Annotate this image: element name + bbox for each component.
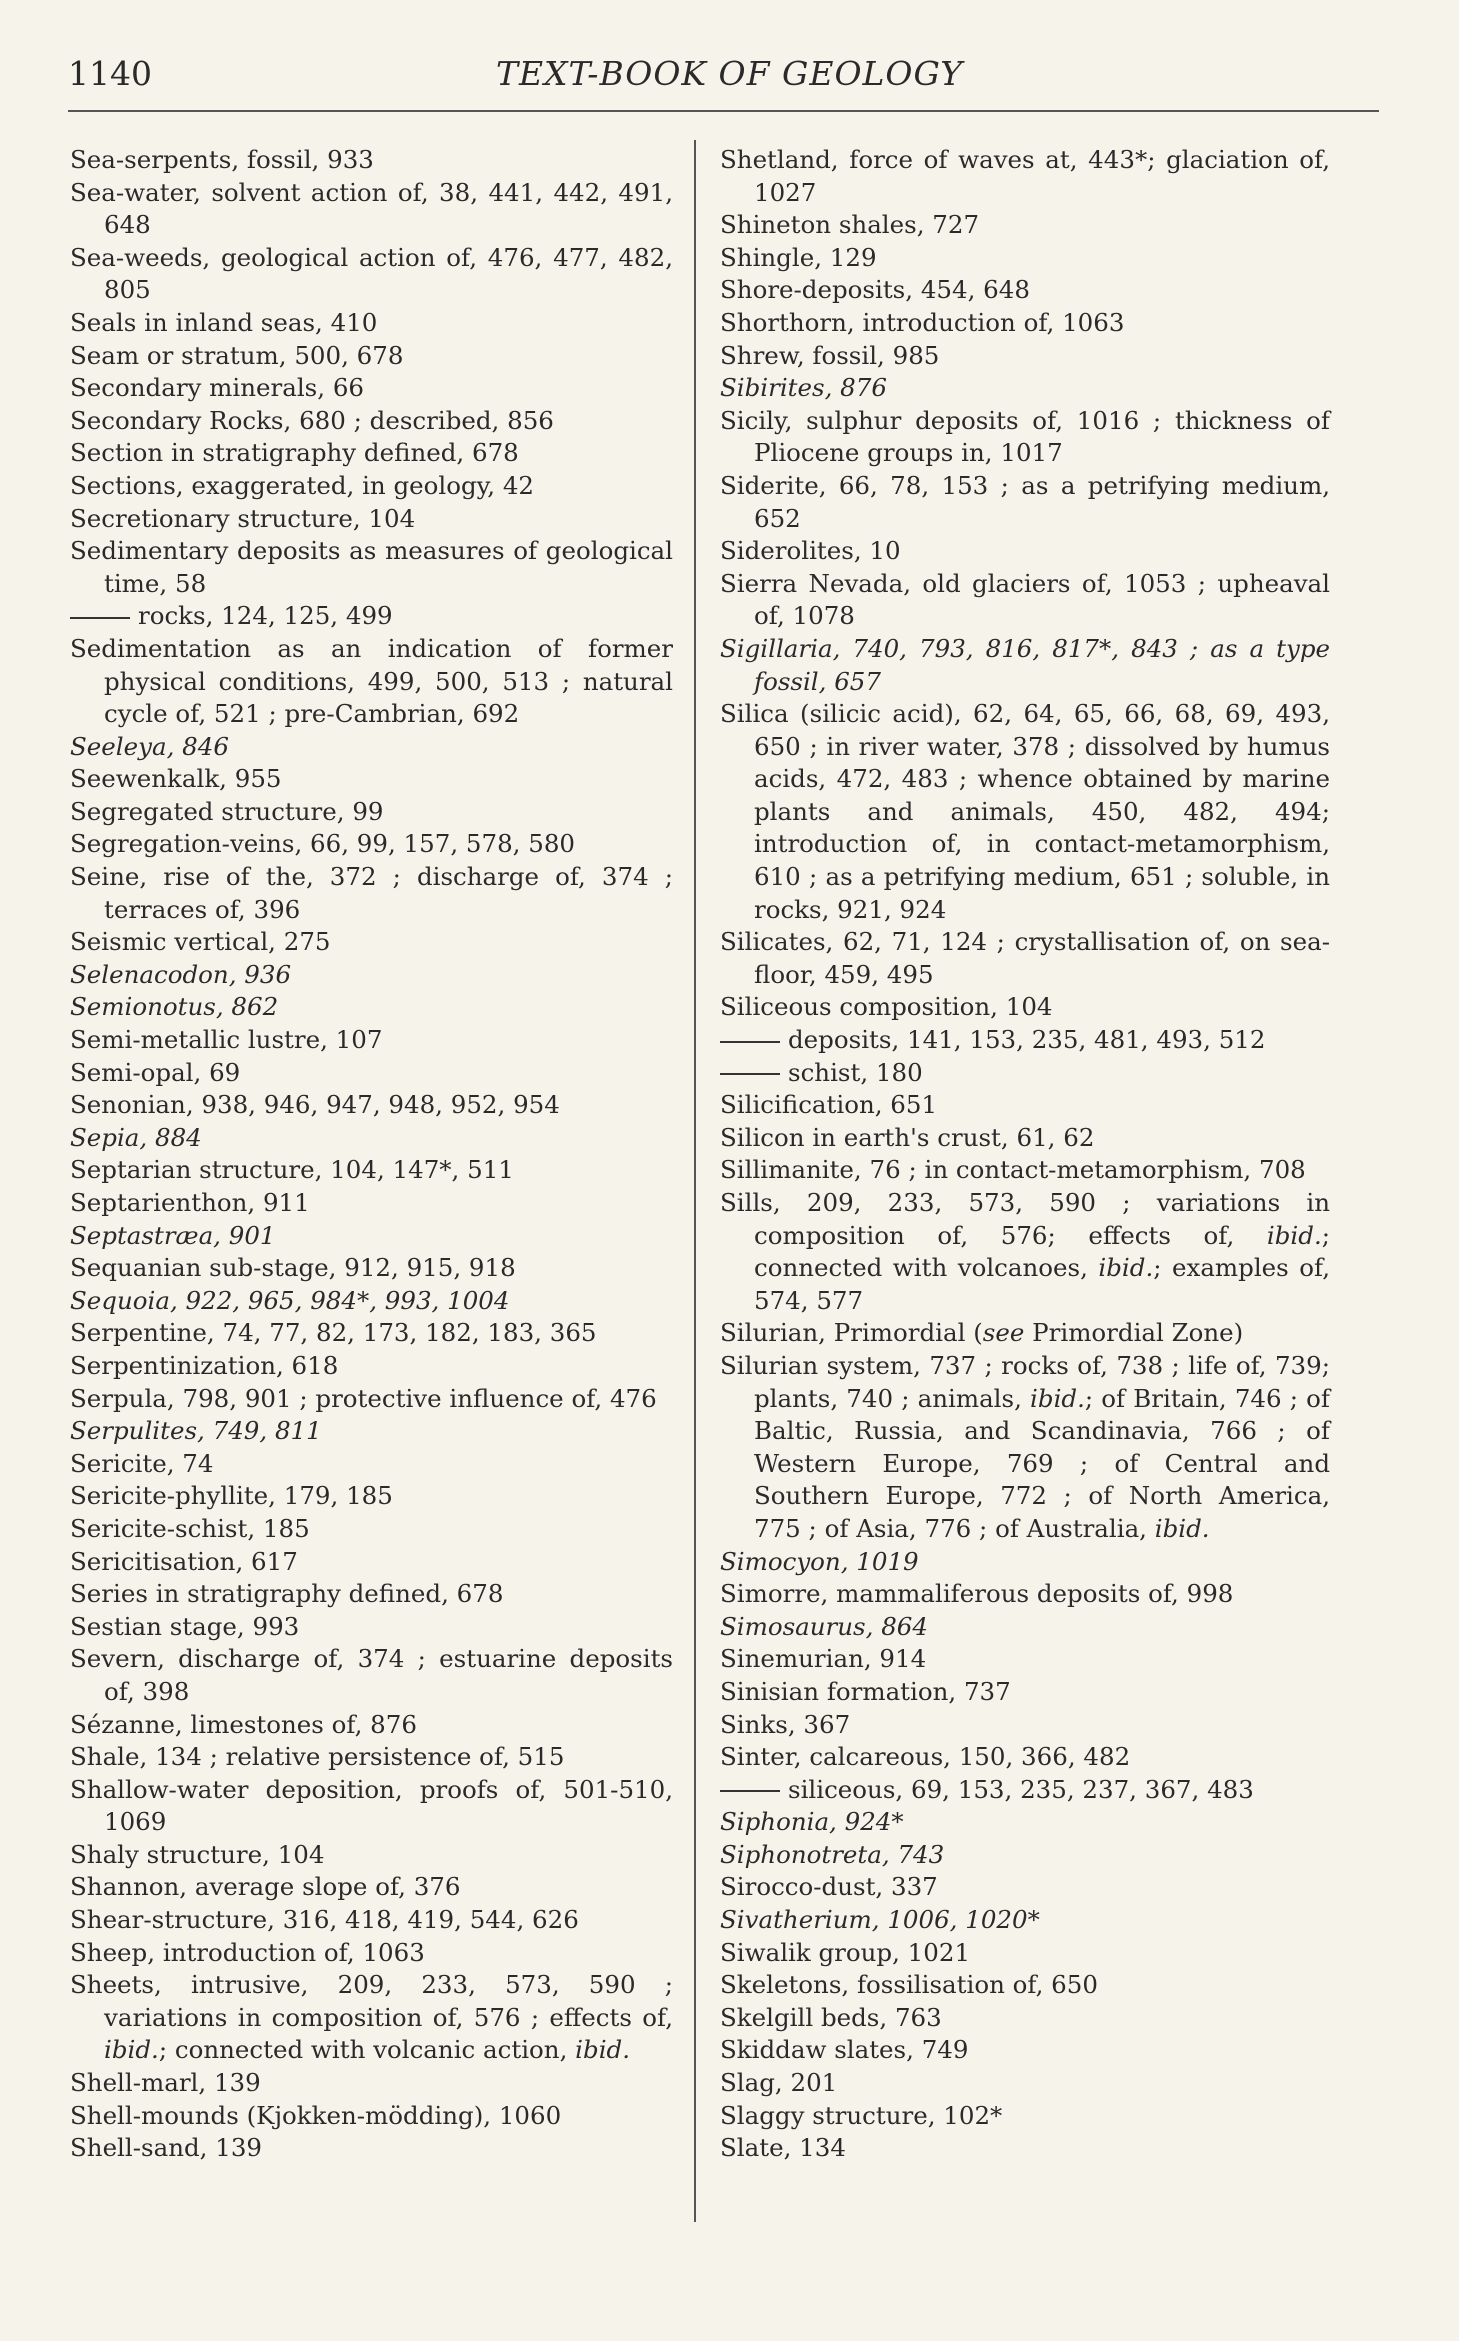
index-column-left	[70, 144, 673, 2165]
index-entry: Shannon, average slope of, 376	[70, 1872, 461, 1902]
index-subentry	[70, 600, 673, 633]
index-entry: Sedimentary deposits as measures of geological time, 58	[70, 536, 673, 598]
index-entry: Shrew, fossil, 985	[720, 340, 940, 370]
index-entry: Sericite-phyllite, 179, 185	[70, 1481, 393, 1511]
ibid: ibid.	[1030, 1383, 1085, 1413]
index-entry: Serpula, 798, 901 ; protective influence of, 476	[70, 1383, 657, 1413]
index-entry: Skiddaw slates, 749	[720, 2035, 969, 2065]
entry-text: ; connected with volcanoes,	[754, 1220, 1330, 1283]
index-entry	[720, 1839, 1330, 1872]
entry-text: Sheets, intrusive, 209, 233, 573, 590 ; variations in composition of, 576 ; effects of,	[70, 1970, 673, 2032]
index-entry: Semi-opal, 69	[70, 1057, 241, 1087]
genus-name: Simosaurus, 864	[720, 1611, 928, 1641]
index-entry	[720, 1187, 1330, 1317]
see: see	[982, 1318, 1025, 1348]
index-entry: Shineton shales, 727	[720, 210, 980, 240]
index-column-right	[720, 144, 1330, 2165]
index-entry: Sillimanite, 76 ; in contact-metamorphism, 708	[720, 1155, 1306, 1185]
index-entry: Slate, 134	[720, 2133, 846, 2163]
ibid: ibid.	[1154, 1513, 1210, 1543]
repeat-dash	[70, 617, 130, 619]
genus-name: Sigillaria, 740, 793, 816, 817*, 843 ; as a type fossil, 657	[720, 633, 1330, 696]
index-entry	[70, 1122, 673, 1155]
index-entry: Sinter, calcareous, 150, 366, 482	[720, 1742, 1131, 1772]
index-entry: Secondary Rocks, 680 ; described, 856	[70, 405, 554, 435]
index-entry: Septarienthon, 911	[70, 1188, 310, 1217]
index-entry	[70, 731, 673, 764]
index-entry: Simorre, mammaliferous deposits of, 998	[720, 1579, 1234, 1609]
index-entry: Shell-mounds (Kjokken-mödding), 1060	[70, 2100, 562, 2130]
ibid: ibid.	[575, 2035, 630, 2065]
index-entry: Sea-weeds, geological action of, 476, 477, 482, 805	[70, 242, 673, 305]
index-entry: Shear-structure, 316, 418, 419, 544, 626	[70, 1905, 579, 1935]
index-entry: Siderite, 66, 78, 153 ; as a petrifying medium, 652	[720, 470, 1330, 533]
index-entry: Sequanian sub-stage, 912, 915, 918	[70, 1253, 516, 1283]
genus-name: Simocyon, 1019	[720, 1546, 919, 1576]
genus-name: Sibirites, 876	[720, 373, 887, 403]
index-entry	[720, 1611, 1330, 1644]
index-entry: Shallow-water deposition, proofs of, 501-510, 1069	[70, 1774, 673, 1837]
index-entry: Seewenkalk, 955	[70, 764, 282, 794]
index-entry: Seam or stratum, 500, 678	[70, 340, 404, 370]
index-entry: Siliceous composition, 104	[720, 992, 1053, 1022]
index-entry: Sinemurian, 914	[720, 1644, 927, 1674]
index-entry: Sections, exaggerated, in geology, 42	[70, 470, 535, 500]
ibid: ibid.	[1098, 1253, 1154, 1283]
index-entry	[720, 1317, 1330, 1350]
index-entry: Silicates, 62, 71, 124 ; crystallisation of, on sea-floor, 459, 495	[720, 927, 1330, 989]
index-entry	[720, 1806, 1330, 1839]
index-entry: Sheep, introduction of, 1063	[70, 1937, 425, 1967]
index-entry: Section in stratigraphy defined, 678	[70, 438, 519, 468]
index-entry: Serpentine, 74, 77, 82, 173, 182, 183, 365	[70, 1318, 597, 1348]
index-entry: Series in stratigraphy defined, 678	[70, 1579, 504, 1609]
genus-name: Selenacodon, 936	[70, 959, 292, 989]
repeat-dash	[720, 1073, 780, 1075]
repeat-dash	[720, 1790, 780, 1792]
index-entry: Shore-deposits, 454, 648	[720, 275, 1030, 305]
index-entry	[720, 1546, 1330, 1579]
index-entry: Shell-sand, 139	[70, 2133, 262, 2163]
index-entry: Skelgill beds, 763	[720, 2002, 942, 2032]
genus-name: Sivatherium, 1006, 1020*	[720, 1905, 1040, 1935]
entry-text: ; of Britain, 746 ; of Baltic, Russia, and Scandinavia, 766 ; of Western Europe, 769 ; of Central and Southern Europe, 772 ; of North America, 775 ; of Asia, 776 ; of Australia,	[754, 1383, 1330, 1543]
index-entry: Sézanne, limestones of, 876	[70, 1709, 417, 1739]
index-entry: Sericite, 74	[70, 1448, 214, 1478]
index-entry: Sinisian formation, 737	[720, 1676, 1011, 1706]
index-subentry	[720, 1057, 1330, 1090]
repeat-dash	[720, 1041, 780, 1043]
index-entry: Shetland, force of waves at, 443*; glaciation of, 1027	[720, 145, 1330, 207]
index-entry	[70, 1969, 673, 2067]
index-entry: Septarian structure, 104, 147*, 511	[70, 1155, 514, 1185]
index-entry: Siwalik group, 1021	[720, 1937, 971, 1967]
index-entry: Shorthorn, introduction of, 1063	[720, 307, 1125, 337]
index-entry: Segregation-veins, 66, 99, 157, 578, 580	[70, 829, 576, 859]
genus-name: Sepia, 884	[70, 1122, 202, 1152]
index-entry	[70, 1220, 673, 1253]
index-entry	[720, 372, 1330, 405]
index-entry: Sicily, sulphur deposits of, 1016 ; thickness of Pliocene groups in, 1017	[720, 405, 1330, 468]
index-entry: Skeletons, fossilisation of, 650	[720, 1970, 1098, 2000]
index-entry	[70, 991, 673, 1024]
index-entry: Slaggy structure, 102*	[720, 2100, 1003, 2130]
column-divider	[694, 140, 696, 2222]
index-entry: Sedimentation as an indication of former physical conditions, 499, 500, 513 ; natural cycle of, 521 ; pre-Cambrian, 692	[70, 633, 673, 729]
index-entry: Serpentinization, 618	[70, 1350, 339, 1380]
index-entry: Severn, discharge of, 374 ; estuarine deposits of, 398	[70, 1644, 673, 1706]
index-entry: Silicon in earth's crust, 61, 62	[720, 1122, 1095, 1152]
index-entry: Sericitisation, 617	[70, 1546, 298, 1576]
index-entry: Shaly structure, 104	[70, 1839, 325, 1869]
subentry-text: deposits, 141, 153, 235, 481, 493, 512	[788, 1025, 1266, 1055]
entry-text: Silurian system, 737 ; rocks of, 738 ; life of, 739; plants, 740 ; animals,	[720, 1350, 1330, 1413]
subentry-text: siliceous, 69, 153, 235, 237, 367, 483	[788, 1774, 1254, 1804]
index-entry	[720, 1904, 1330, 1937]
index-entry: Sirocco-dust, 337	[720, 1872, 938, 1902]
index-entry: Seine, rise of the, 372 ; discharge of, 374 ; terraces of, 396	[70, 862, 673, 924]
genus-name: Seeleya, 846	[70, 731, 229, 761]
genus-name: Serpulites, 749, 811	[70, 1416, 322, 1446]
index-subentry	[720, 1774, 1330, 1807]
index-entry: Sericite-schist, 185	[70, 1513, 310, 1543]
index-entry: Seals in inland seas, 410	[70, 307, 378, 337]
genus-name: Septastræa, 901	[70, 1220, 276, 1250]
index-entry: Sestian stage, 993	[70, 1611, 300, 1641]
index-entry: Shell-marl, 139	[70, 2068, 261, 2098]
index-entry: Sea-water, solvent action of, 38, 441, 442, 491, 648	[70, 177, 673, 240]
index-entry: Semi-metallic lustre, 107	[70, 1025, 383, 1055]
page-header	[68, 54, 1391, 102]
index-entry: Silicification, 651	[720, 1090, 938, 1120]
entry-text: Silurian, Primordial (	[720, 1318, 983, 1348]
subentry-text: schist, 180	[788, 1057, 923, 1087]
index-entry: Shale, 134 ; relative persistence of, 515	[70, 1742, 565, 1772]
index-subentry	[720, 1024, 1330, 1057]
index-entry	[70, 959, 673, 992]
entry-text: Primordial Zone)	[1032, 1318, 1244, 1348]
index-entry: Senonian, 938, 946, 947, 948, 952, 954	[70, 1090, 560, 1120]
index-entry: Secondary minerals, 66	[70, 373, 364, 403]
index-entry	[70, 1415, 673, 1448]
index-entry	[720, 1350, 1330, 1546]
genus-name: Siphonotreta, 743	[720, 1839, 945, 1869]
entry-text: ; examples of, 574, 577	[754, 1253, 1330, 1315]
index-entry: Silica (silicic acid), 62, 64, 65, 66, 68, 69, 493, 650 ; in river water, 378 ; dissolved by humus acids, 472, 483 ; whence obtained by marine plants and animals, 450, 482, 494; introduction of, in contact-metamorphism, 610 ; as a petrifying medium, 651 ; soluble, in rocks, 921, 924	[720, 699, 1330, 924]
genus-name: Semionotus, 862	[70, 992, 279, 1022]
entry-text: ; connected with volcanic action,	[158, 2035, 568, 2065]
entry-text: Sills, 209, 233, 573, 590 ; variations in composition of, 576; effects of,	[720, 1188, 1330, 1250]
index-entry	[720, 633, 1330, 698]
page-number: 1140	[68, 54, 152, 93]
index-entry: Secretionary structure, 104	[70, 503, 416, 533]
genus-name: Sequoia, 922, 965, 984*, 993, 1004	[70, 1285, 510, 1315]
running-title: TEXT-BOOK OF GEOLOGY	[495, 54, 964, 93]
ibid: ibid.	[1266, 1220, 1322, 1250]
ibid: ibid.	[104, 2035, 159, 2065]
index-entry: Shingle, 129	[720, 242, 877, 272]
index-entry	[70, 1285, 673, 1318]
index-entry: Slag, 201	[720, 2068, 838, 2098]
index-entry: Sierra Nevada, old glaciers of, 1053 ; upheaval of, 1078	[720, 568, 1330, 631]
index-entry: Sinks, 367	[720, 1709, 851, 1739]
genus-name: Siphonia, 924*	[720, 1807, 904, 1837]
index-entry: Sea-serpents, fossil, 933	[70, 145, 374, 174]
index-entry: Segregated structure, 99	[70, 796, 384, 826]
subentry-text: rocks, 124, 125, 499	[138, 601, 393, 631]
header-rule	[68, 110, 1379, 112]
index-entry: Seismic vertical, 275	[70, 927, 331, 957]
index-entry: Siderolites, 10	[720, 536, 901, 566]
